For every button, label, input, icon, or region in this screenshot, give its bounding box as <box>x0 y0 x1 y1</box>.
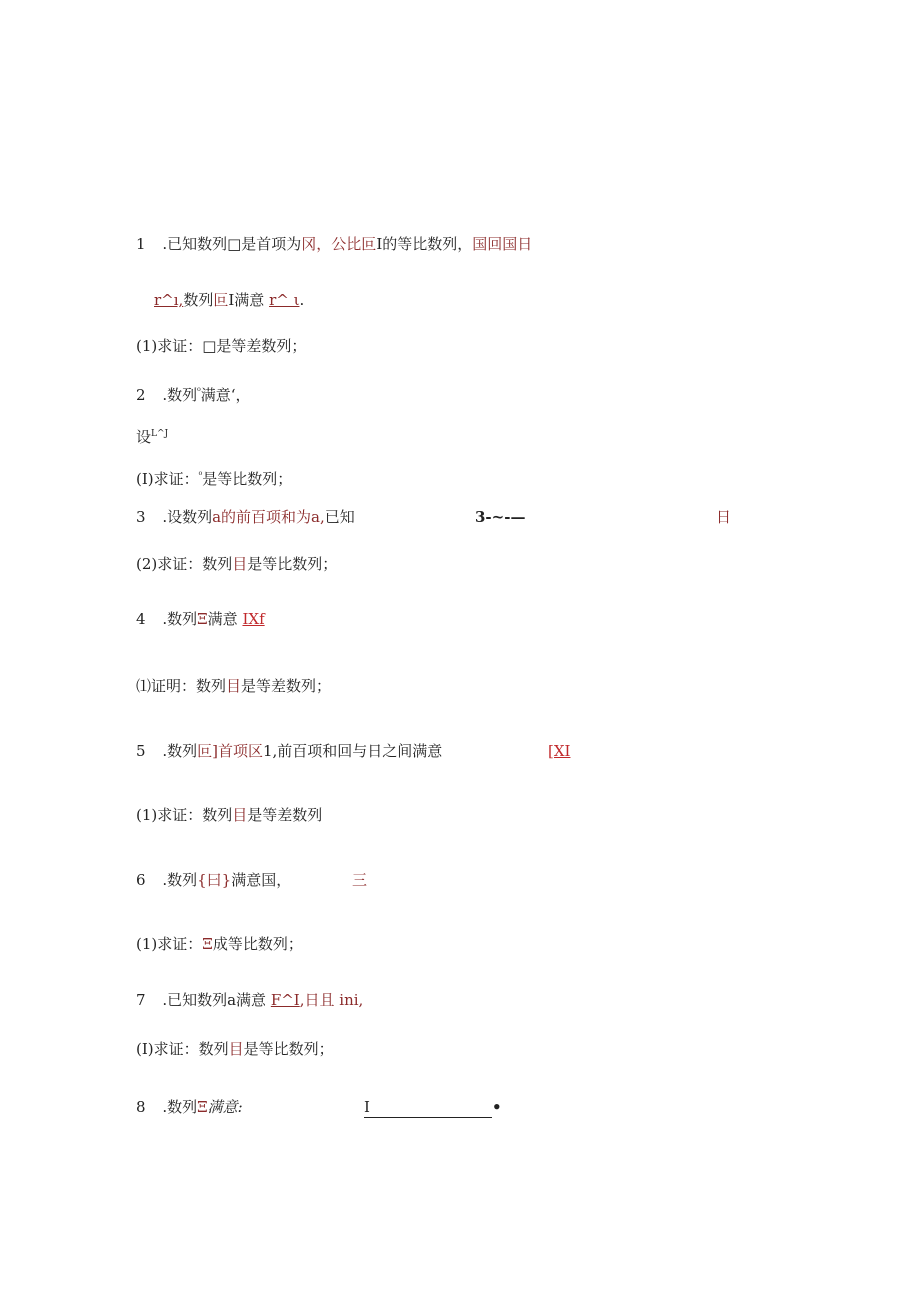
math-fragment: Ξ <box>202 935 213 953</box>
problem-text: .数列 <box>162 610 198 628</box>
problem-text: .已知数列 <box>162 235 228 253</box>
problem-text: 满意: <box>207 1098 243 1116</box>
subquestion-text: 是等比数列； <box>247 555 338 573</box>
problem-text: 满意国， <box>231 871 292 889</box>
subquestion-text: (1)求证： <box>136 935 203 953</box>
problem-3-line <box>136 507 355 527</box>
subquestion-text: (2)求证：数列 <box>136 555 233 573</box>
problem-text: I的等比数列， <box>376 235 473 253</box>
subquestion-text: (1)求证：数列 <box>136 806 233 824</box>
subquestion-text: 是等比数列； <box>243 1040 334 1058</box>
problem-number: 2 <box>136 386 146 404</box>
math-fragment: L^J <box>151 429 169 439</box>
problem-text: .已知数列a满意 <box>162 991 267 1009</box>
subquestion-text: ⑴证明：数列 <box>136 677 227 695</box>
subquestion-text: 是等差数列； <box>241 677 332 695</box>
problem-text: 与日之间满意 <box>352 742 443 760</box>
subquestion-text: 成等比数列； <box>212 935 303 953</box>
problem-3-formula <box>475 507 525 527</box>
problem-number: 7 <box>136 991 146 1009</box>
math-fragment: {曰} <box>197 871 232 889</box>
math-fragment: IXf <box>242 610 265 628</box>
problem-4-line <box>136 609 265 629</box>
math-fragment: I <box>364 1097 492 1118</box>
problem-2-line <box>136 382 251 405</box>
problem-text: 满意 <box>207 610 238 628</box>
problem-text: □是首项为 <box>227 235 302 253</box>
math-fragment: 目 <box>228 1040 244 1058</box>
problem-text: 数列 <box>183 291 214 309</box>
problem-text: .设数列 <box>162 508 213 526</box>
subquestion-text: (I)求证： <box>136 470 199 488</box>
problem-text: .数列 <box>162 1098 198 1116</box>
problem-1-line <box>136 234 532 254</box>
math-fragment: 叵]首项区 <box>197 742 263 760</box>
math-fragment: 目 <box>232 555 248 573</box>
problem-4-subquestion <box>136 676 331 696</box>
problem-text: I满意 <box>228 291 265 309</box>
problem-number: 4 <box>136 610 146 628</box>
problem-text: 设 <box>136 428 152 446</box>
math-fragment: ⁰ <box>198 471 203 481</box>
problem-text: 满意‘， <box>200 386 251 404</box>
math-fragment: 目 <box>232 806 248 824</box>
problem-text: . <box>299 291 305 309</box>
problem-text: .数列 <box>162 742 198 760</box>
problem-5-formula: [XI <box>548 742 571 760</box>
math-fragment: Ξ <box>197 1098 208 1116</box>
problem-8-formula <box>364 1097 502 1118</box>
problem-5-line <box>136 741 442 761</box>
math-fragment: ⁰ <box>197 387 201 397</box>
problem-7-line <box>136 990 363 1010</box>
problem-1-continuation <box>154 290 304 310</box>
problem-2-continuation <box>136 424 168 447</box>
math-fragment: • <box>492 1098 502 1116</box>
math-fragment: a的前百项和为a, <box>212 508 325 526</box>
math-fragment: ,日且 <box>299 991 335 1009</box>
problem-number: 1 <box>136 235 146 253</box>
subquestion-text: (I)求证：数列 <box>136 1040 229 1058</box>
math-fragment: r^ ι <box>269 291 300 309</box>
subquestion-text: □是等差数列； <box>202 337 307 355</box>
math-fragment: 叵 <box>213 291 229 309</box>
problem-5-subquestion <box>136 805 322 825</box>
problem-number: 5 <box>136 742 146 760</box>
problem-8-line <box>136 1097 243 1117</box>
math-fragment: r^ı, <box>154 291 184 309</box>
math-fragment: 3-~- <box>475 508 511 526</box>
problem-7-subquestion <box>136 1039 334 1059</box>
problem-number: 3 <box>136 508 146 526</box>
problem-6-line <box>136 870 291 890</box>
subquestion-text: 是等比数列； <box>202 470 293 488</box>
math-fragment: ini, <box>339 991 364 1009</box>
subquestion-text: (1)求证： <box>136 337 203 355</box>
problem-text: 已知 <box>324 508 355 526</box>
problem-1-subquestion <box>136 336 306 356</box>
problem-text: 1,前百项和回 <box>262 742 353 760</box>
problem-number: 6 <box>136 871 146 889</box>
problem-6-symbol: 三 <box>352 871 368 889</box>
math-fragment: Ξ <box>197 610 208 628</box>
problem-text: .数列 <box>162 386 198 404</box>
problem-2-subquestion <box>136 466 292 489</box>
subquestion-text: 是等差数列 <box>247 806 323 824</box>
math-fragment: F^I <box>270 991 300 1009</box>
math-fragment: — <box>510 508 526 526</box>
math-fragment: 目 <box>226 677 242 695</box>
problem-text: .数列 <box>162 871 198 889</box>
problem-3-symbol: 日 <box>716 508 732 526</box>
math-fragment: 国回国日 <box>472 235 533 253</box>
problem-3-subquestion <box>136 554 337 574</box>
problem-6-subquestion <box>136 934 303 954</box>
problem-number: 8 <box>136 1098 146 1116</box>
math-fragment: 冈，公比叵 <box>301 235 377 253</box>
